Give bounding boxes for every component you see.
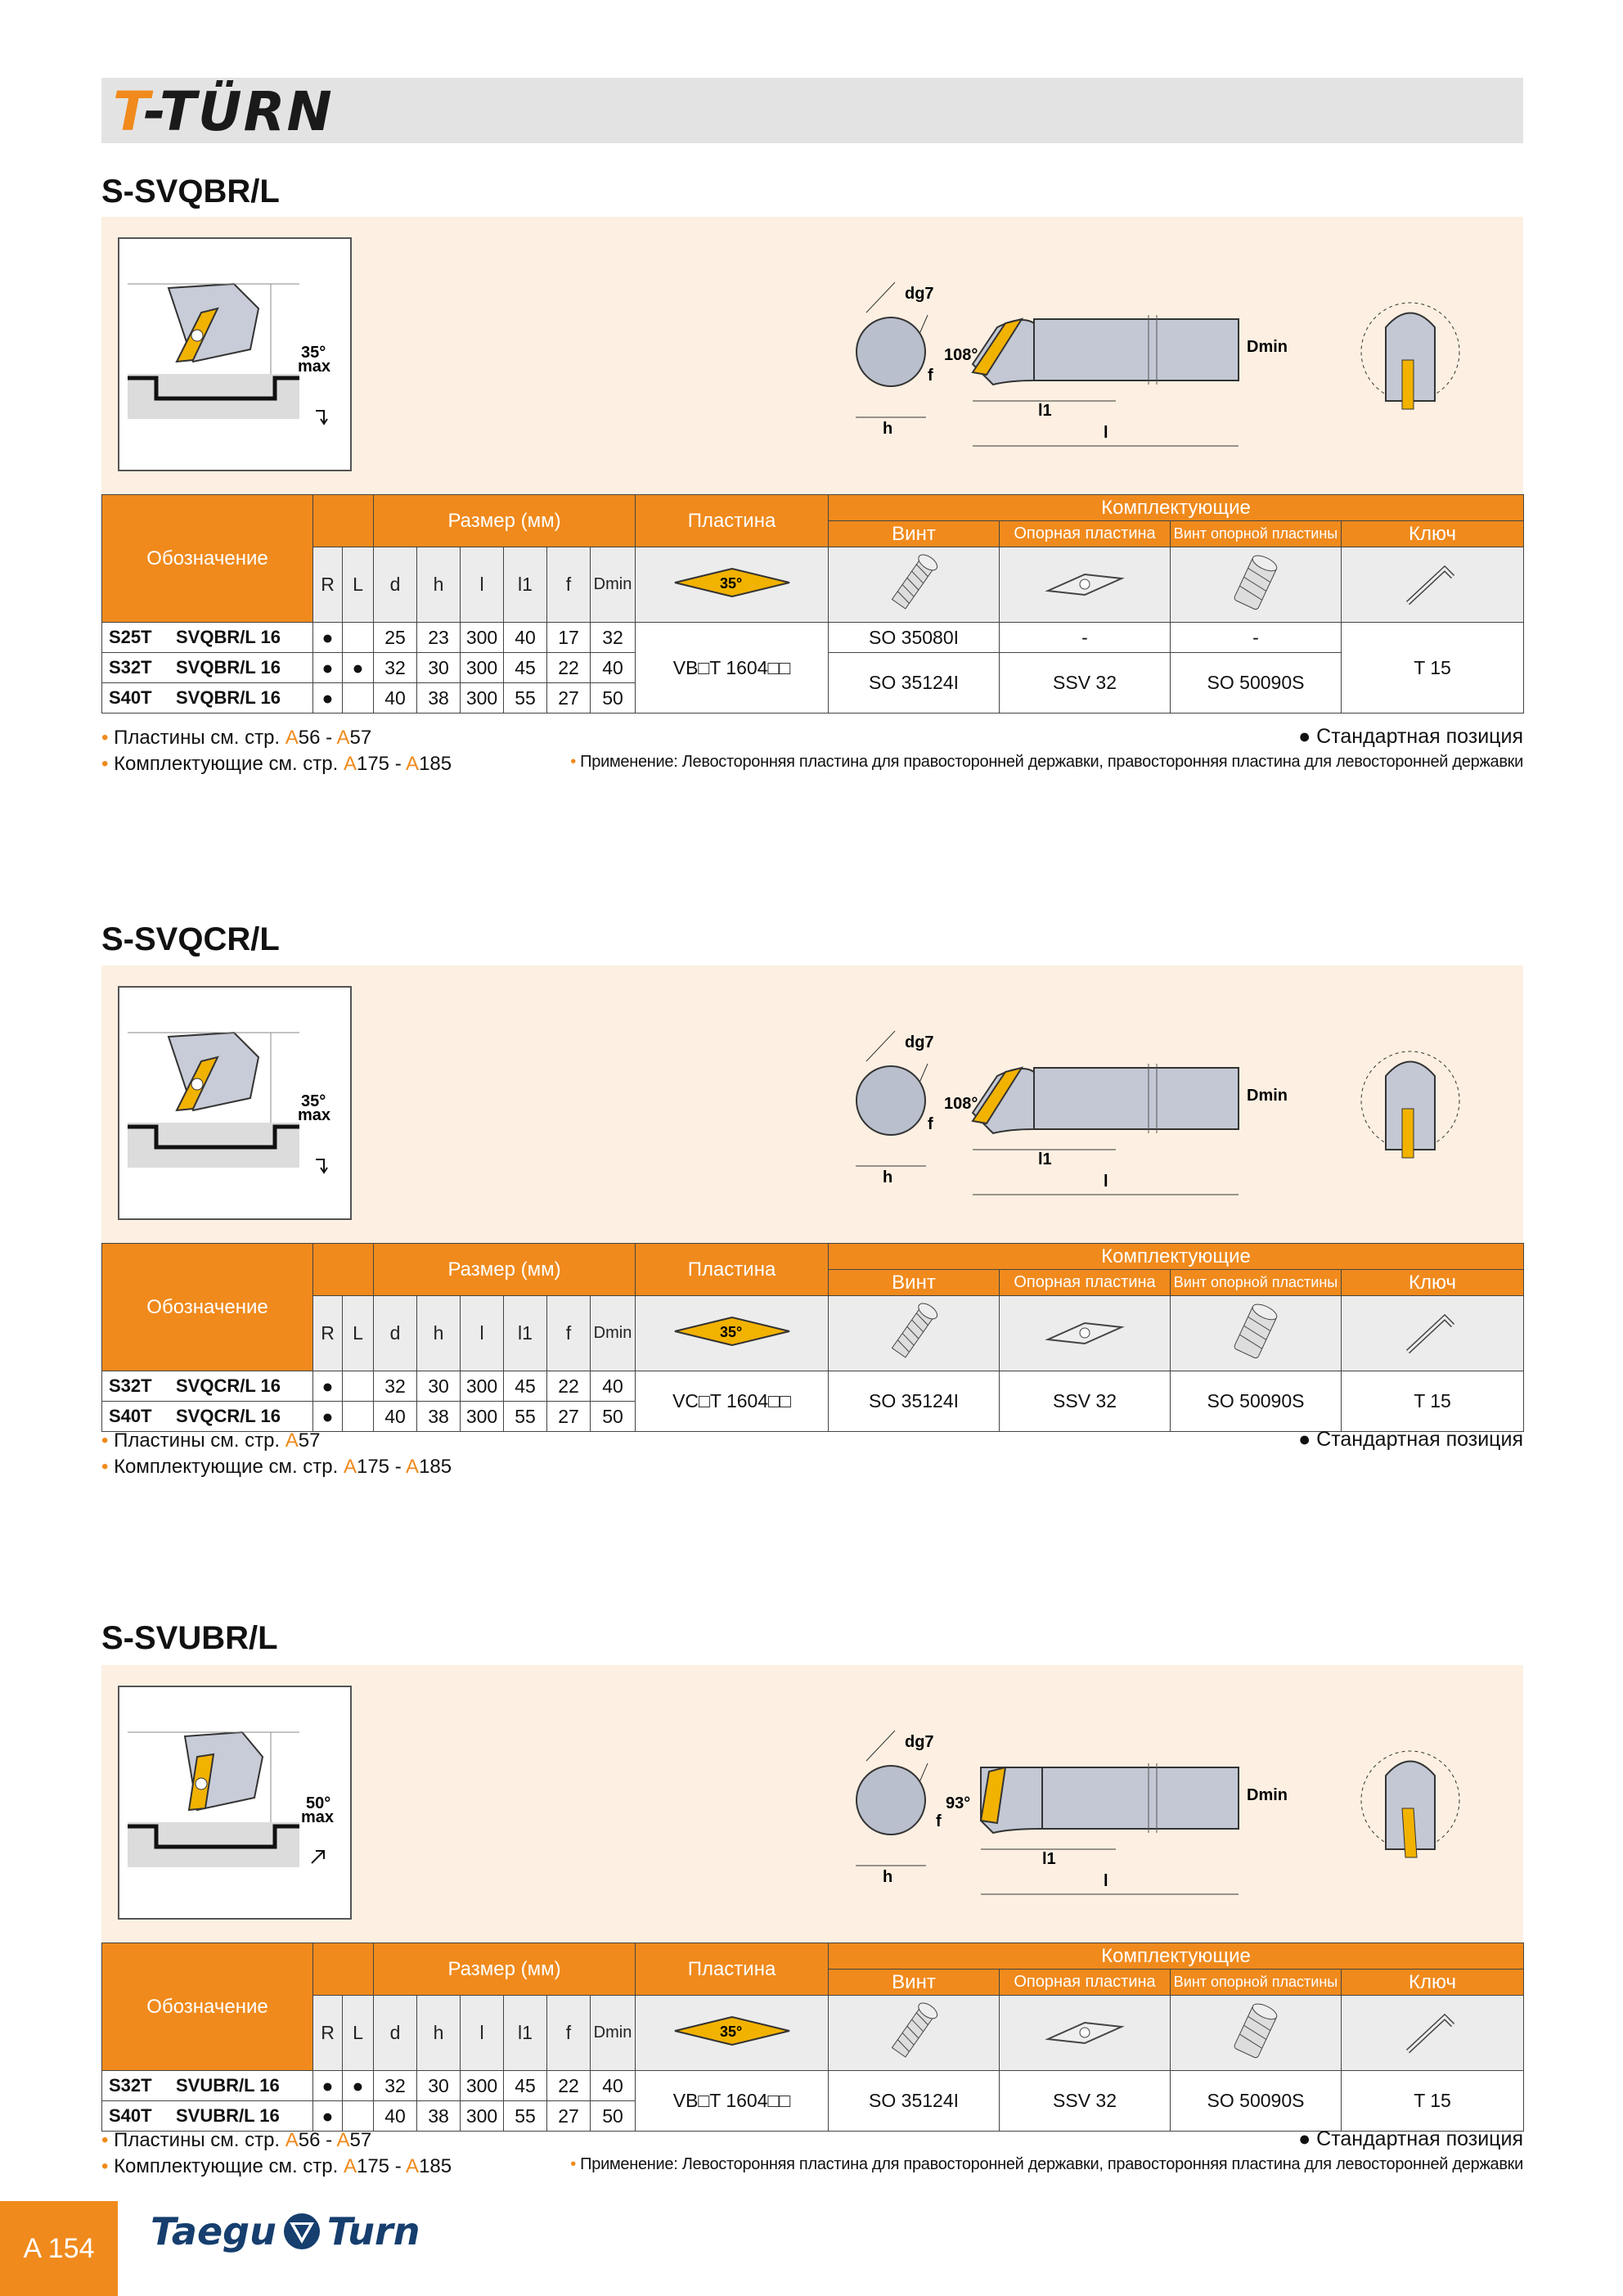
notes: • Пластины см. стр. A57 • Комплектующие см. стр. A175 - A185	[101, 1429, 452, 1478]
screw-icon	[829, 1996, 1000, 2071]
size-header: Размер (мм)	[374, 495, 636, 547]
components-header: Комплектующие	[829, 495, 1524, 521]
table-row: S40T SVQCR/L 16 ● 40 38 300 55 27 50	[102, 1402, 1524, 1432]
svg-text:108°: 108°	[944, 1095, 978, 1113]
insert-shape-icon	[636, 547, 829, 623]
standard-position-note: ● Стандартная позиция	[1298, 725, 1523, 748]
shim-screw-icon	[1171, 1296, 1342, 1371]
dimension-drawing	[805, 237, 1500, 475]
shim-icon	[1000, 1996, 1171, 2071]
svg-text:35°: 35°	[719, 2023, 742, 2040]
svg-text:l: l	[1104, 1173, 1108, 1191]
t-turn-logo: T-TÜRN	[113, 80, 334, 143]
application-sketch	[118, 986, 352, 1220]
screw-icon	[829, 1296, 1000, 1371]
insert-code: VB□T 1604□□	[636, 623, 829, 714]
svg-text:l1: l1	[1042, 1850, 1056, 1868]
application-note: • Применение: Левосторонняя пластина для правосторонней державки, правосторонняя пластина для левосторонней державки	[570, 2155, 1523, 2173]
tool-illustration	[101, 966, 1523, 1244]
dim-dmin: Dmin	[1247, 338, 1288, 356]
notes: • Пластины см. стр. A56 - A57 • Комплектующие см. стр. A175 - A185	[101, 727, 452, 775]
dimension-drawing	[805, 986, 1500, 1223]
svg-text:l1: l1	[1038, 1150, 1052, 1168]
svg-text:Dmin: Dmin	[1247, 1786, 1288, 1804]
insert-header: Пластина	[636, 495, 829, 547]
svg-text:max: max	[301, 1808, 335, 1826]
screw-icon	[829, 547, 1000, 623]
dim-h: h	[883, 420, 893, 438]
application-note: • Применение: Левосторонняя пластина для правосторонней державки, правосторонняя пластина для левосторонней державки	[570, 753, 1523, 771]
notes: • Пластины см. стр. A56 - A57 • Комплектующие см. стр. A175 - A185	[101, 2129, 452, 2177]
spec-table: Обозначение Размер (мм) Пластина Комплектующие Винт Опорная пластина Винт опорной пластины Ключ R L d h l l1 f Dmin 35° S25T SVQBR/L 16 ● 25 23 300 40 17 32 VB□T 1604□□ SO 35080I - - T 15 S32T SVQBR/L 16 ● ● 32 30 300 45 22 40 SO 35124I SSV 32 SO 50090S S40T SVQBR/L 16 ● 40 38 300 55 27 50	[101, 494, 1524, 714]
dim-dg: dg7	[905, 285, 934, 303]
svg-text:f: f	[928, 1115, 933, 1133]
standard-position-note: ● Стандартная позиция	[1298, 1428, 1523, 1451]
svg-text:50°: 50°	[306, 1794, 331, 1812]
svg-text:35°: 35°	[301, 1092, 326, 1110]
svg-text:h: h	[883, 1168, 893, 1186]
table-row: S32T SVUBR/L 16 ● ● 32 30 300 45 22 40 VB□T 1604□□ SO 35124I SSV 32 SO 50090S T 15	[102, 2071, 1524, 2101]
dim-l: l	[1104, 424, 1108, 442]
application-sketch	[118, 1686, 352, 1920]
shim-icon	[1000, 547, 1171, 623]
svg-text:35°: 35°	[719, 1323, 742, 1340]
spec-table: Обозначение Размер (мм) Пластина Комплектующие Винт Опорная пластина Винт опорной пластины Ключ R L d h l l1 f Dmin 35° S32T SVUBR/L 16 ● ● 32 30 300 45 22 40 VB□T 1604□□ SO 35124I SSV 32 SO 50090S T 15 S40T SVUBR/L 16 ● 40 38 300 55 27 50	[101, 1943, 1524, 2132]
dim-l1: l1	[1038, 402, 1052, 420]
svg-text:f: f	[936, 1812, 942, 1830]
svg-text:93°: 93°	[946, 1794, 971, 1812]
key-icon	[1342, 1996, 1524, 2071]
key-icon	[1342, 1296, 1524, 1371]
svg-text:l: l	[1104, 1872, 1108, 1890]
dimension-drawing	[805, 1686, 1500, 1923]
dim-angle: 108°	[944, 346, 978, 364]
svg-text:35°: 35°	[719, 574, 742, 592]
key-code: T 15	[1342, 623, 1524, 714]
shim-icon	[1000, 1296, 1171, 1371]
application-sketch	[118, 237, 352, 471]
thumb-max-text: max	[298, 358, 331, 376]
table-row: S40T SVQBR/L 16 ● 40 38 300 55 27 50	[102, 683, 1524, 714]
table-row: S32T SVQBR/L 16 ● ● 32 30 300 45 22 40 SO 35124I SSV 32 SO 50090S	[102, 653, 1524, 683]
svg-text:dg7: dg7	[905, 1733, 934, 1751]
page-number: A 154	[0, 2201, 118, 2296]
table-row: S40T SVUBR/L 16 ● 40 38 300 55 27 50	[102, 2101, 1524, 2132]
dim-f: f	[928, 367, 933, 385]
svg-text:Dmin: Dmin	[1247, 1087, 1288, 1105]
shim-screw-icon	[1171, 547, 1342, 623]
svg-text:max: max	[298, 1106, 331, 1124]
taegutec-logo: Taegu Turn	[151, 2209, 420, 2253]
spec-table: Обозначение Размер (мм) Пластина Комплектующие Винт Опорная пластина Винт опорной пластины Ключ R L d h l l1 f Dmin 35° S32T SVQCR/L 16 ● 32 30 300 45 22 40 VC□T 1604□□ SO 35124I SSV 32 SO 50090S T 15 S40T SVQCR/L 16 ● 40 38 300 55 27 50	[101, 1243, 1524, 1432]
table-row: S25T SVQBR/L 16 ● 25 23 300 40 17 32 VB□T 1604□□ SO 35080I - - T 15	[102, 623, 1524, 653]
thumb-angle-text: 35°	[301, 344, 326, 362]
tool-illustration	[101, 1665, 1523, 1943]
section-title: S-SVUBR/L	[101, 1620, 278, 1656]
tool-illustration	[101, 217, 1523, 495]
svg-text:dg7: dg7	[905, 1033, 934, 1051]
designation-header: Обозначение	[102, 495, 313, 623]
section-title: S-SVQCR/L	[101, 921, 280, 957]
standard-position-note: ● Стандартная позиция	[1298, 2127, 1523, 2150]
section-title: S-SVQBR/L	[101, 173, 280, 209]
table-row: S32T SVQCR/L 16 ● 32 30 300 45 22 40 VC□T 1604□□ SO 35124I SSV 32 SO 50090S T 15	[102, 1371, 1524, 1402]
insert-shape-icon	[636, 1296, 829, 1371]
shim-screw-icon	[1171, 1996, 1342, 2071]
key-icon	[1342, 547, 1524, 623]
insert-shape-icon	[636, 1996, 829, 2071]
svg-text:h: h	[883, 1868, 893, 1886]
